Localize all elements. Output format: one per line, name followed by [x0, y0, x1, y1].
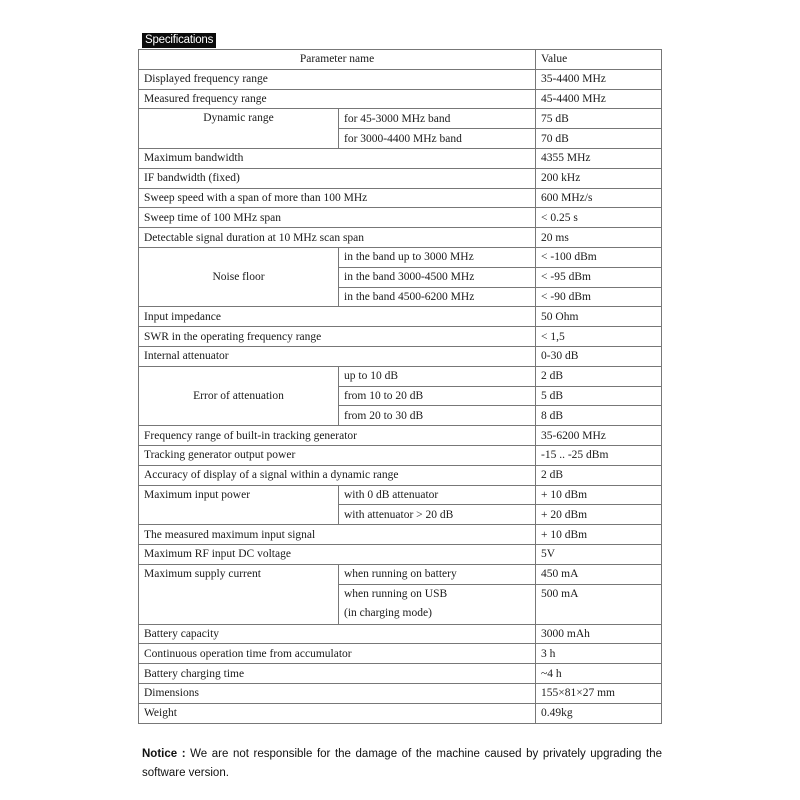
param-value: 8 dB [536, 406, 662, 426]
param-value: 3 h [536, 644, 662, 664]
param-label: Displayed frequency range [139, 69, 536, 89]
param-value: 450 mA [536, 564, 662, 584]
specifications-table [138, 49, 662, 724]
notice-paragraph [142, 745, 662, 783]
param-label: Error of attenuation [139, 366, 339, 425]
table-row [139, 426, 662, 446]
param-value: < 1,5 [536, 327, 662, 347]
param-label: Maximum input power [139, 485, 339, 525]
param-value: 2 dB [536, 465, 662, 485]
param-label: The measured maximum input signal [139, 525, 536, 545]
table-row [139, 346, 662, 366]
param-value: 75 dB [536, 109, 662, 129]
header-value: Value [536, 50, 662, 70]
section-heading: Specifications [142, 33, 216, 48]
param-label: Tracking generator output power [139, 445, 536, 465]
param-label: Noise floor [139, 247, 339, 306]
condition-line-extra: (in charging mode) [344, 607, 432, 620]
table-row [139, 168, 662, 188]
param-condition: from 10 to 20 dB [339, 386, 536, 406]
param-condition: for 3000-4400 MHz band [339, 129, 536, 149]
table-row [139, 228, 662, 248]
param-value: + 10 dBm [536, 525, 662, 545]
param-label: Measured frequency range [139, 89, 536, 109]
param-value: < 0.25 s [536, 208, 662, 228]
param-value: 200 kHz [536, 168, 662, 188]
table-row [139, 664, 662, 684]
param-value: 3000 mAh [536, 624, 662, 644]
param-label: Sweep speed with a span of more than 100 MHz [139, 188, 536, 208]
param-condition: for 45-3000 MHz band [339, 109, 536, 129]
param-value: 70 dB [536, 129, 662, 149]
param-label: Frequency range of built-in tracking generator [139, 426, 536, 446]
param-value: < -100 dBm [536, 247, 662, 267]
table-row [139, 327, 662, 347]
notice-text: We are not responsible for the damage of the machine caused by privately upgrading the software version. [142, 748, 662, 779]
param-label: Maximum RF input DC voltage [139, 544, 536, 564]
param-value: 2 dB [536, 366, 662, 386]
param-value: 4355 MHz [536, 148, 662, 168]
table-row [139, 624, 662, 644]
param-label: Continuous operation time from accumulator [139, 644, 536, 664]
table-row [139, 644, 662, 664]
param-condition [339, 584, 536, 624]
table-row [139, 148, 662, 168]
param-condition: with attenuator > 20 dB [339, 505, 536, 525]
param-condition: in the band 4500-6200 MHz [339, 287, 536, 307]
param-label: Input impedance [139, 307, 536, 327]
param-value: + 10 dBm [536, 485, 662, 505]
param-label: IF bandwidth (fixed) [139, 168, 536, 188]
param-label: Battery capacity [139, 624, 536, 644]
param-condition: up to 10 dB [339, 366, 536, 386]
param-value: 5V [536, 544, 662, 564]
param-condition: with 0 dB attenuator [339, 485, 536, 505]
param-value: < -95 dBm [536, 267, 662, 287]
table-row [139, 366, 662, 386]
param-value: 155×81×27 mm [536, 683, 662, 703]
table-row [139, 683, 662, 703]
condition-line: when running on USB [344, 587, 448, 600]
table-row [139, 445, 662, 465]
param-label: Detectable signal duration at 10 MHz scan span [139, 228, 536, 248]
notice-label: Notice : [142, 748, 186, 760]
param-label: Internal attenuator [139, 346, 536, 366]
param-value: 35-4400 MHz [536, 69, 662, 89]
param-label: Accuracy of display of a signal within a dynamic range [139, 465, 536, 485]
table-row [139, 208, 662, 228]
table-row [139, 69, 662, 89]
param-value: 20 ms [536, 228, 662, 248]
param-label: Dimensions [139, 683, 536, 703]
param-value: 600 MHz/s [536, 188, 662, 208]
param-condition: when running on battery [339, 564, 536, 584]
param-label: Maximum supply current [139, 564, 339, 624]
param-value: + 20 dBm [536, 505, 662, 525]
table-row [139, 89, 662, 109]
table-row [139, 188, 662, 208]
table-header-row [139, 50, 662, 70]
param-condition: in the band 3000-4500 MHz [339, 267, 536, 287]
param-label: Sweep time of 100 MHz span [139, 208, 536, 228]
table-row [139, 703, 662, 723]
param-condition: from 20 to 30 dB [339, 406, 536, 426]
param-value: 500 mA [536, 584, 662, 624]
param-label: Maximum bandwidth [139, 148, 536, 168]
header-parameter: Parameter name [139, 50, 536, 70]
param-value: 45-4400 MHz [536, 89, 662, 109]
param-value: -15 .. -25 dBm [536, 445, 662, 465]
param-value: 0-30 dB [536, 346, 662, 366]
param-value: 50 Ohm [536, 307, 662, 327]
table-row [139, 485, 662, 505]
table-row [139, 525, 662, 545]
param-label: Battery charging time [139, 664, 536, 684]
param-value: ~4 h [536, 664, 662, 684]
table-row [139, 465, 662, 485]
table-row [139, 109, 662, 129]
table-row [139, 247, 662, 267]
param-label: SWR in the operating frequency range [139, 327, 536, 347]
param-value: < -90 dBm [536, 287, 662, 307]
table-row [139, 564, 662, 584]
param-value: 5 dB [536, 386, 662, 406]
param-label: Dynamic range [139, 109, 339, 149]
param-label: Weight [139, 703, 536, 723]
param-value: 35-6200 MHz [536, 426, 662, 446]
param-value: 0.49kg [536, 703, 662, 723]
table-row [139, 544, 662, 564]
param-condition: in the band up to 3000 MHz [339, 247, 536, 267]
table-row [139, 307, 662, 327]
